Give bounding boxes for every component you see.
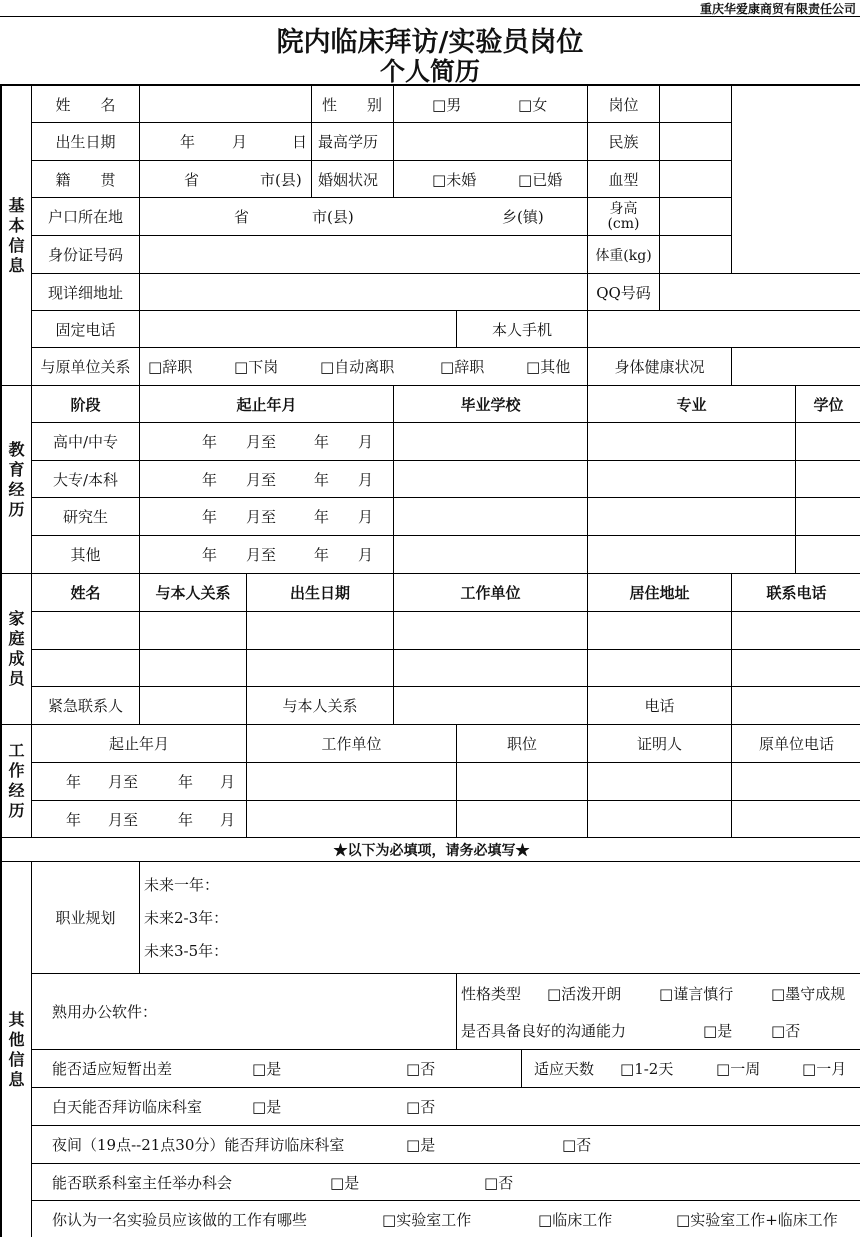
checkbox-comm-yes[interactable]: □ 是: [703, 1020, 732, 1041]
section-char: 历: [8, 801, 25, 820]
field-software[interactable]: 熟用办公软件：: [32, 974, 457, 1050]
section-char: 经: [8, 479, 25, 499]
family-header-birth: 出生日期: [247, 574, 394, 612]
section-other-label: [2, 862, 32, 1237]
checkbox-travel-no[interactable]: □ 否: [406, 1058, 435, 1079]
family-header-tel: 联系电话: [732, 574, 860, 612]
unit-month-to: 月至: [246, 470, 277, 489]
unit-year: 年: [314, 546, 330, 564]
label-career: 职业规划: [32, 862, 140, 974]
label-address: 现详细地址: [32, 274, 140, 311]
work-header-prev-tel: 原单位电话: [732, 725, 860, 763]
family-member-field[interactable]: [32, 649, 140, 687]
checkbox-conservative[interactable]: □ 墨守成规: [771, 983, 845, 1004]
label-emergency-tel: 电话: [588, 687, 732, 725]
family-header-employer: 工作单位: [394, 574, 588, 612]
unit-month-to: 月至: [108, 773, 139, 791]
checkbox-cautious[interactable]: □ 谨言慎行: [659, 983, 733, 1004]
field-hukou[interactable]: [140, 198, 588, 236]
label-native: 籍 贯: [32, 161, 140, 198]
section-family-label: [2, 574, 32, 725]
unit-year: 年: [202, 508, 218, 526]
family-member-field[interactable]: [394, 612, 588, 650]
field-duty: [32, 1201, 860, 1237]
family-member-field[interactable]: [732, 612, 860, 650]
company-name: 重庆华爱康商贸有限责任公司: [699, 2, 856, 16]
unit-year: 年: [314, 508, 330, 526]
checkbox-unmarried[interactable]: □ 未婚: [432, 169, 476, 190]
work-reference-field[interactable]: [588, 801, 732, 838]
field-gender: [394, 86, 588, 123]
unit-month-to: 月至: [246, 546, 277, 564]
unit-month: 月: [232, 133, 248, 151]
field-emergency-relation[interactable]: [394, 687, 588, 725]
work-header-period: 起止年月: [32, 725, 247, 763]
label-communication: 是否具备良好的沟通能力: [461, 1022, 627, 1040]
edu-degree-field[interactable]: [796, 536, 860, 574]
label-daytime-visit: 白天能否拜访临床科室: [52, 1098, 203, 1116]
edu-degree-field[interactable]: [796, 461, 860, 498]
header-divider: [0, 16, 860, 17]
edu-stage-label: 研究生: [32, 498, 140, 536]
section-char: 息: [8, 255, 25, 275]
edu-major-field[interactable]: [588, 461, 796, 498]
section-char: 息: [8, 1070, 25, 1089]
edu-school-field[interactable]: [394, 423, 588, 461]
field-native[interactable]: [140, 161, 312, 198]
unit-province: 省: [184, 170, 200, 189]
label-mobile: 本人手机: [457, 311, 588, 348]
field-birth[interactable]: [140, 123, 312, 161]
checkbox-days-week[interactable]: □ 一周: [716, 1058, 760, 1079]
field-weight[interactable]: [660, 236, 732, 274]
family-member-field[interactable]: [588, 612, 732, 650]
section-char: 教: [8, 439, 25, 459]
field-emergency[interactable]: [140, 687, 247, 725]
family-header-relation: 与本人关系: [140, 574, 247, 612]
unit-city: 市(县): [312, 208, 354, 226]
checkbox-daytime-no[interactable]: □ 否: [406, 1096, 435, 1117]
label-emergency: 紧急联系人: [32, 687, 140, 725]
label-name: 姓 名: [32, 86, 140, 123]
section-char: 作: [8, 761, 25, 780]
unit-day: 日: [292, 133, 308, 151]
edu-header-major: 专业: [588, 386, 796, 423]
section-work-label: [2, 725, 32, 838]
field-meeting: [32, 1164, 860, 1201]
work-period-field[interactable]: [32, 763, 247, 801]
label-emergency-relation: 与本人关系: [247, 687, 394, 725]
unit-month: 月: [220, 773, 236, 791]
checkbox-laidoff[interactable]: □ 下岗: [234, 356, 278, 377]
label-height: [588, 198, 660, 236]
edu-period-field[interactable]: [140, 536, 394, 574]
field-days: [522, 1050, 860, 1088]
unit-month: 月: [358, 470, 374, 489]
checkbox-self-leave[interactable]: □ 自动离职: [320, 356, 394, 377]
checkbox-meeting-yes[interactable]: □ 是: [330, 1172, 359, 1193]
unit-year: 年: [178, 810, 194, 829]
unit-year: 年: [202, 433, 218, 451]
unit-year: 年: [180, 133, 196, 151]
field-name[interactable]: [140, 86, 312, 123]
label-health: 身体健康状况: [588, 348, 732, 386]
checkbox-duty-both[interactable]: □ 实验室工作+临床工作: [676, 1209, 838, 1230]
unit-year: 年: [202, 470, 218, 489]
label-hukou: 户口所在地: [32, 198, 140, 236]
edu-header-degree: 学位: [796, 386, 860, 423]
section-char: 庭: [8, 629, 25, 648]
work-title-field[interactable]: [457, 801, 588, 838]
section-char: 其: [8, 1010, 25, 1029]
family-member-field[interactable]: [394, 649, 588, 687]
edu-major-field[interactable]: [588, 423, 796, 461]
label-qq: QQ号码: [588, 274, 660, 311]
label-relation-prev: 与原单位关系: [32, 348, 140, 386]
checkbox-resign-2[interactable]: □ 辞职: [440, 356, 484, 377]
checkbox-resign[interactable]: □ 辞职: [148, 356, 192, 377]
edu-period-field[interactable]: [140, 498, 394, 536]
form-subtitle: 个人简历: [379, 57, 480, 86]
label-phone: 固定电话: [32, 311, 140, 348]
unit-month: 月: [220, 810, 236, 829]
field-night-visit: [32, 1126, 860, 1164]
section-basic-label: [2, 86, 32, 386]
field-personality: [457, 974, 860, 1012]
photo-box[interactable]: [732, 86, 860, 274]
unit-year: 年: [66, 773, 82, 791]
work-header-reference: 证明人: [588, 725, 732, 763]
edu-school-field[interactable]: [394, 536, 588, 574]
section-char: 信: [8, 235, 25, 255]
resume-form-grid: [0, 84, 860, 1237]
unit-city: 市(县): [260, 170, 302, 189]
field-address[interactable]: [140, 274, 588, 311]
label-marital: 婚姻状况: [312, 161, 394, 198]
work-reference-field[interactable]: [588, 763, 732, 801]
edu-period-field[interactable]: [140, 423, 394, 461]
field-ethnicity[interactable]: [660, 123, 732, 161]
plan-3-5-years: 未来3-5年：: [144, 942, 229, 960]
unit-year: 年: [178, 773, 194, 791]
unit-month: 月: [358, 546, 374, 564]
work-prev-tel-field[interactable]: [732, 801, 860, 838]
unit-year: 年: [314, 433, 330, 451]
label-personality: 性格类型: [461, 984, 522, 1003]
edu-degree-field[interactable]: [796, 498, 860, 536]
work-title-field[interactable]: [457, 763, 588, 801]
section-char: 家: [8, 609, 25, 628]
unit-month-to: 月至: [246, 433, 277, 451]
unit-month-to: 月至: [108, 810, 139, 829]
required-note: ★以下为必填项，请务必填写★: [2, 838, 860, 862]
family-member-field[interactable]: [732, 649, 860, 687]
checkbox-night-yes[interactable]: □ 是: [406, 1134, 435, 1155]
checkbox-married[interactable]: □ 已婚: [518, 169, 562, 190]
checkbox-days-1-2[interactable]: □ 1-2天: [620, 1058, 673, 1079]
edu-school-field[interactable]: [394, 461, 588, 498]
section-char: 工: [8, 741, 25, 760]
label-duty: 你认为一名实验员应该做的工作有哪些: [52, 1211, 308, 1229]
label-birth: 出生日期: [32, 123, 140, 161]
section-char: 信: [8, 1050, 25, 1069]
field-relation-prev: [140, 348, 588, 386]
field-career[interactable]: [140, 862, 860, 974]
label-position: 岗位: [588, 86, 660, 123]
section-char: 历: [8, 499, 25, 519]
field-phone[interactable]: [140, 311, 457, 348]
label-gender: 性 别: [312, 86, 394, 123]
family-header-residence: 居住地址: [588, 574, 732, 612]
field-mobile[interactable]: [588, 311, 860, 348]
work-employer-field[interactable]: [247, 801, 457, 838]
field-travel: [32, 1050, 522, 1088]
checkbox-night-no[interactable]: □ 否: [562, 1134, 591, 1155]
field-health[interactable]: [732, 348, 860, 386]
unit-year: 年: [202, 546, 218, 564]
edu-major-field[interactable]: [588, 498, 796, 536]
edu-header-period: 起止年月: [140, 386, 394, 423]
edu-school-field[interactable]: [394, 498, 588, 536]
height-unit: (cm): [607, 215, 640, 232]
section-char: 员: [8, 669, 25, 688]
checkbox-outgoing[interactable]: □ 活泼开朗: [547, 983, 621, 1004]
section-char: 基: [8, 195, 25, 215]
edu-stage-label: 高中/中专: [32, 423, 140, 461]
checkbox-travel-yes[interactable]: □ 是: [252, 1058, 281, 1079]
checkbox-male[interactable]: □ 男: [432, 94, 461, 115]
edu-header-school: 毕业学校: [394, 386, 588, 423]
label-weight: 体重(kg): [588, 236, 660, 274]
label-ethnicity: 民族: [588, 123, 660, 161]
section-char: 经: [8, 781, 25, 800]
label-blood: 血型: [588, 161, 660, 198]
label-id: 身份证号码: [32, 236, 140, 274]
edu-stage-label: 大专/本科: [32, 461, 140, 498]
field-blood[interactable]: [660, 161, 732, 198]
family-member-field[interactable]: [140, 649, 247, 687]
checkbox-daytime-yes[interactable]: □ 是: [252, 1096, 281, 1117]
family-member-field[interactable]: [247, 612, 394, 650]
section-char: 他: [8, 1030, 25, 1049]
label-travel: 能否适应短暂出差: [52, 1060, 173, 1078]
plan-2-3-years: 未来2-3年：: [144, 909, 229, 927]
work-header-employer: 工作单位: [247, 725, 457, 763]
field-position[interactable]: [660, 86, 732, 123]
section-education-label: [2, 386, 32, 574]
checkbox-days-month[interactable]: □ 一月: [802, 1058, 846, 1079]
field-height[interactable]: [660, 198, 732, 236]
checkbox-duty-lab[interactable]: □ 实验室工作: [382, 1209, 471, 1230]
work-period-field[interactable]: [32, 801, 247, 838]
family-member-field[interactable]: [588, 649, 732, 687]
edu-degree-field[interactable]: [796, 423, 860, 461]
family-member-field[interactable]: [32, 612, 140, 650]
field-communication: [457, 1012, 860, 1050]
edu-header-stage: 阶段: [32, 386, 140, 423]
label-night-visit: 夜间（19点--21点30分）能否拜访临床科室: [52, 1136, 345, 1154]
family-member-field[interactable]: [247, 649, 394, 687]
field-qq[interactable]: [660, 274, 860, 311]
field-marital: [394, 161, 588, 198]
field-id[interactable]: [140, 236, 588, 274]
field-daytime-visit: [32, 1088, 860, 1126]
checkbox-female[interactable]: □ 女: [518, 94, 547, 115]
unit-month: 月: [358, 433, 374, 451]
unit-month: 月: [358, 508, 374, 526]
unit-province: 省: [234, 208, 250, 226]
edu-period-field[interactable]: [140, 461, 394, 498]
label-education: 最高学历: [312, 123, 394, 161]
work-prev-tel-field[interactable]: [732, 763, 860, 801]
edu-major-field[interactable]: [588, 536, 796, 574]
edu-stage-label: 其他: [32, 536, 140, 574]
field-education[interactable]: [394, 123, 588, 161]
family-member-field[interactable]: [140, 612, 247, 650]
plan-1-year: 未来一年：: [144, 876, 220, 894]
checkbox-other[interactable]: □ 其他: [526, 356, 570, 377]
work-header-title: 职位: [457, 725, 588, 763]
label-meeting: 能否联系科室主任举办科会: [52, 1173, 233, 1192]
unit-year: 年: [314, 470, 330, 489]
section-char: 本: [8, 215, 25, 235]
checkbox-comm-no[interactable]: □ 否: [771, 1020, 800, 1041]
form-title: 院内临床拜访/实验员岗位: [276, 27, 584, 58]
checkbox-duty-clinical[interactable]: □ 临床工作: [538, 1209, 612, 1230]
section-char: 成: [8, 649, 25, 668]
unit-town: 乡(镇): [502, 208, 544, 226]
checkbox-meeting-no[interactable]: □ 否: [484, 1172, 513, 1193]
unit-year: 年: [66, 810, 82, 829]
label-days: 适应天数: [534, 1060, 595, 1078]
work-employer-field[interactable]: [247, 763, 457, 801]
section-char: 育: [8, 459, 25, 479]
field-emergency-tel[interactable]: [732, 687, 860, 725]
unit-month-to: 月至: [246, 508, 277, 526]
family-header-name: 姓名: [32, 574, 140, 612]
height-label: 身高: [609, 200, 638, 217]
